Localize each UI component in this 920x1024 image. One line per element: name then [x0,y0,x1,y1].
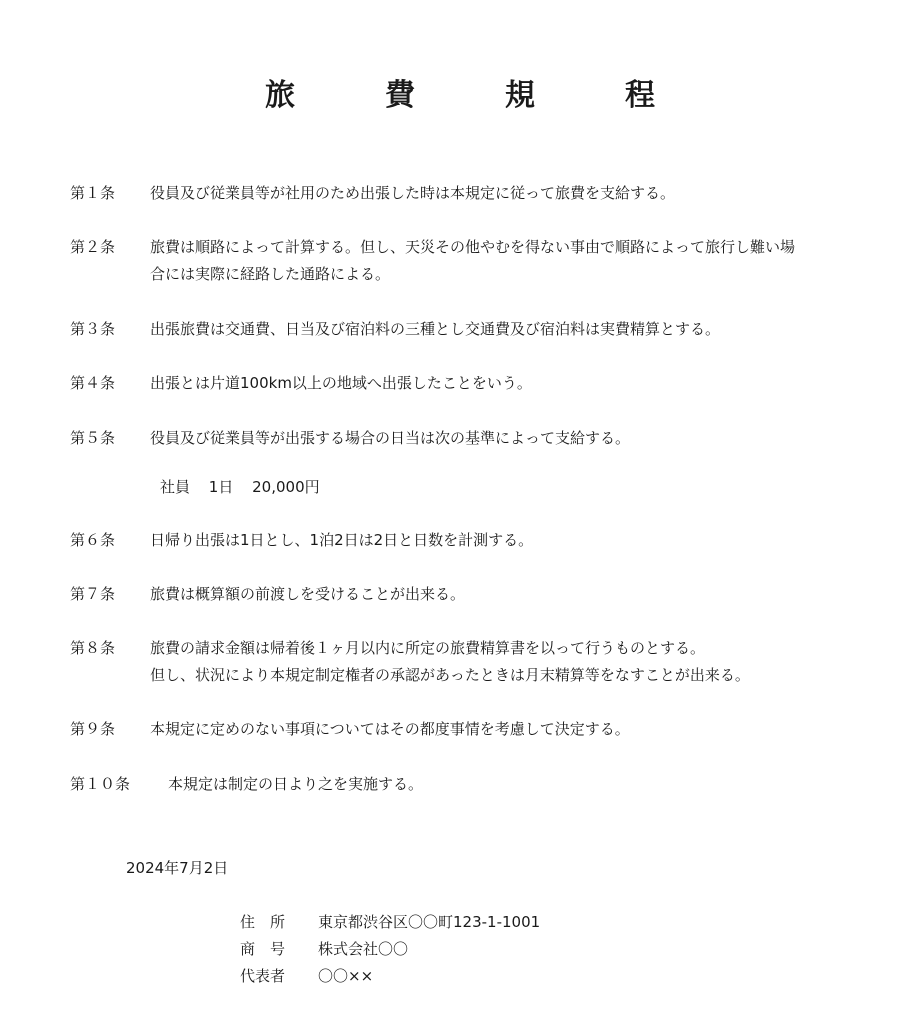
address-label: 住 所 [240,913,286,931]
article-text: 役員及び従業員等が出張する場合の日当は次の基準によって支給する。 [150,429,631,447]
enactment-date: 2024年7月2日 [126,859,229,877]
article-text: 旅費の請求金額は帰着後１ヶ月以内に所定の旅費精算書を以って行うものとする。 [150,639,706,657]
article-label: 第１条 [70,184,116,202]
article-label: 第２条 [70,238,116,256]
company-label: 商 号 [240,940,286,958]
representative-label: 代表者 [240,967,286,985]
article-text: 合には実際に経路した通路による。 [150,265,391,283]
representative-value: 〇〇×× [318,967,374,985]
article-label: 第３条 [70,320,116,338]
article-text: 出張旅費は交通費、日当及び宿泊料の三種とし交通費及び宿泊料は実費精算とする。 [150,320,721,338]
article-label: 第７条 [70,585,116,603]
article-label: 第６条 [70,531,116,549]
article-label: 第５条 [70,429,116,447]
article-text: 本規定に定めのない事項についてはその都度事情を考慮して決定する。 [150,720,630,738]
address-value: 東京都渋谷区〇〇町123-1-1001 [318,913,541,931]
article-text: 日帰り出張は1日とし、1泊2日は2日と日数を計測する。 [150,531,534,549]
article-text: 役員及び従業員等が社用のため出張した時は本規定に従って旅費を支給する。 [150,184,676,202]
article-label: 第４条 [70,374,116,392]
daily-allowance-table [160,474,334,501]
article-label: 第８条 [70,639,116,657]
article-label: 第１０条 [70,775,131,793]
article-label: 第９条 [70,720,116,738]
allowance-unit: 1日 [208,478,234,496]
document-title: 旅 費 規 程 [265,78,685,113]
article-text: 旅費は順路によって計算する。但し、天災その他やむを得ない事由で順路によって旅行し難い場 [150,238,796,256]
company-value: 株式会社〇〇 [318,940,409,958]
article-text: 旅費は概算額の前渡しを受けることが出来る。 [150,585,466,603]
article-text: 本規定は制定の日より之を実施する。 [168,775,424,793]
allowance-role: 社員 [160,478,191,496]
article-text: 出張とは片道100km以上の地域へ出張したことをいう。 [150,374,532,392]
article-text: 但し、状況により本規定制定権者の承認があったときは月末精算等をなすことが出来る。 [150,666,750,684]
allowance-amount: 20,000円 [252,478,320,496]
